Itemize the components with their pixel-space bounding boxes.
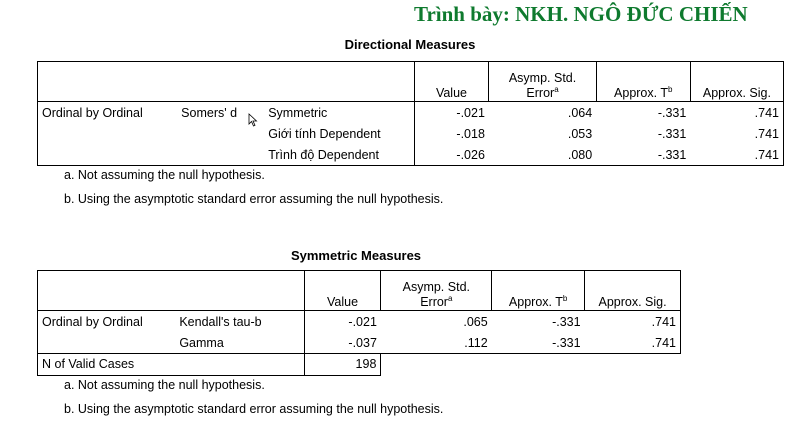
directional-measures-title: Directional Measures — [344, 37, 476, 52]
table-row — [38, 354, 681, 376]
cell-value: -.037 — [304, 332, 381, 354]
cell-t: -.331 — [596, 144, 690, 166]
symmetric-measures-title: Symmetric Measures — [290, 248, 422, 263]
cell-value: -.021 — [414, 102, 489, 124]
header-blank — [38, 62, 415, 102]
valid-cases-value: 198 — [304, 354, 381, 376]
row-label: Trình độ Dependent — [264, 144, 414, 166]
valid-cases-label: N of Valid Cases — [38, 354, 305, 376]
cell-t: -.331 — [492, 332, 585, 354]
cell-t: -.331 — [552, 314, 581, 329]
header-value: Value — [304, 271, 381, 311]
table-row — [38, 123, 784, 144]
row-label: Kendall's tau-b — [179, 314, 262, 329]
row-group-label: Ordinal by Ordinal — [38, 311, 176, 333]
cell-sig: .741 — [690, 123, 783, 144]
cell-t: -.331 — [657, 105, 687, 120]
header-blank — [38, 271, 305, 311]
header-approx-sig: Approx. Sig. — [690, 62, 783, 102]
cell-value: -.021 — [304, 311, 381, 333]
symmetric-footnote-a: a. Not assuming the null hypothesis. — [64, 378, 265, 392]
cell-value: -.026 — [414, 144, 489, 166]
cell-t: -.331 — [657, 126, 687, 141]
cell-sig: .741 — [690, 102, 783, 124]
cell-sig: .741 — [690, 144, 783, 166]
header-asymp-std-error: Asymp. Std. Error$^a$ — [381, 271, 492, 311]
header-value: Value — [414, 62, 489, 102]
directional-measures-table — [37, 61, 784, 166]
header-approx-sig: Approx. Sig. — [585, 271, 681, 311]
symmetric-measures-table — [37, 270, 681, 376]
cell-ase: .065 — [463, 314, 488, 329]
directional-footnote-b: b. Using the asymptotic standard error assuming the null hypothesis. — [64, 192, 444, 206]
cell-ase: .053 — [567, 126, 593, 141]
row-label: Giới tính Dependent — [268, 126, 381, 141]
row-label: Gamma — [175, 332, 304, 354]
table-header-row — [38, 271, 681, 311]
row-label: Symmetric — [268, 105, 328, 120]
directional-footnote-a: a. Not assuming the null hypothesis. — [64, 168, 265, 182]
header-approx-t: Approx. $T^b$ — [492, 271, 585, 311]
row-measure-label: Somers' d — [181, 105, 238, 120]
cell-sig: .741 — [585, 332, 681, 354]
cell-value: -.018 — [414, 123, 489, 144]
cell-ase: .112 — [381, 332, 492, 354]
table-row — [38, 311, 681, 333]
cell-ase: .080 — [489, 144, 596, 166]
cell-ase: .064 — [567, 105, 593, 120]
table-header-row — [38, 62, 784, 102]
table-row — [38, 144, 784, 166]
row-group-label: Ordinal by Ordinal — [38, 102, 178, 124]
header-asymp-std-error: Asymp. Std. Error$^a$ — [489, 62, 596, 102]
table-row — [38, 102, 784, 124]
header-approx-t: Approx. $T^b$ — [596, 62, 690, 102]
symmetric-footnote-b: b. Using the asymptotic standard error assuming the null hypothesis. — [64, 402, 444, 416]
presenter-credit: Trình bày: NKH. NGÔ ĐỨC CHIẾN — [414, 2, 748, 26]
cell-sig: .741 — [585, 311, 681, 333]
mouse-pointer-icon — [248, 113, 258, 127]
table-row — [38, 332, 681, 354]
